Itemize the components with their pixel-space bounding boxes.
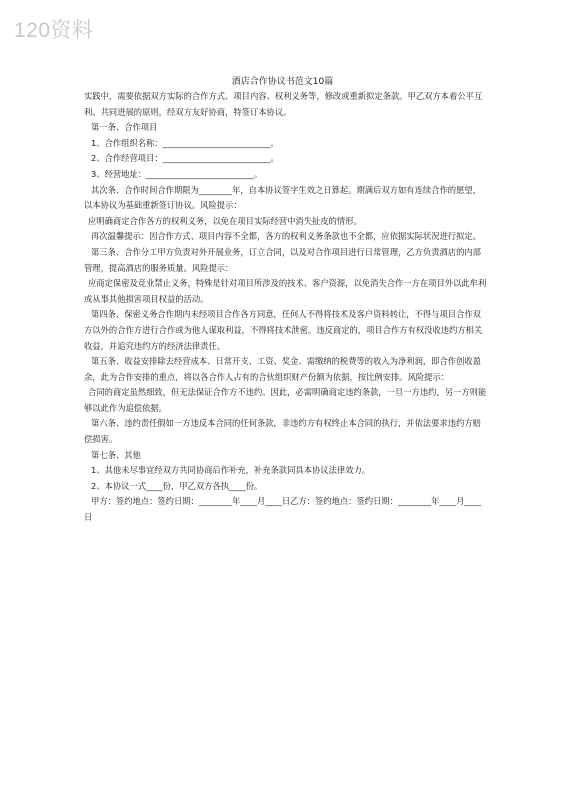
document-body <box>84 89 488 526</box>
article-6: 第六条、违约责任假如一方违反本合同的任何条款，非违约方有权终止本合同的执行，并依法要求违约方赔偿损害。 <box>84 418 481 445</box>
article-4: 第四条、保密义务合作期内未经项目合作各方同意，任何人不得将技术及客户资料转让，不得与项目合作双方以外的合作方进行合作或为他人谋取利益，不得将技术泄密。违反商定的，项目合作方有权没收违约方相关收益，并追究违约方的经济法律责任。 <box>84 309 483 351</box>
risk-note-2: 应商定保密及竞业禁止义务，特殊是针对项目所涉及的技术、客户资源，以免消失合作一方在项目外以此牟利或从事其他损害项目权益的活动。 <box>84 278 487 304</box>
document-title: 酒店合作协议书范文10篇 <box>231 77 334 87</box>
article-5: 第五条、收益安排除去经营成本、日常开支、工资、奖金、需缴纳的税费等的收入为净利润，即合作创收盈余，此为合作安排的重点，将以各合作人占有的合伙组织财产份额为依据，按比例安排。风险提示： <box>84 356 481 382</box>
watermark-logo: 120资料 <box>14 19 94 42</box>
item-org-name: 1、合作组织名称：__________________________。 <box>91 137 279 148</box>
article-3: 第三条、合作分工甲方负责对外开展业务，订立合同，以及对合作项目进行日常管理，乙方负责酒店的内部管理，提高酒店的服务质量。风险提示： <box>84 246 481 273</box>
reminder: 再次温馨提示：因合作方式、项目内容不全都，各方的权利义务条款也不全都，应依据实际状况进行拟定。 <box>91 231 481 242</box>
article-7-item-1: 1、其他未尽事宜经双方共同协商后作补充，补充条款同具本协议法律效力。 <box>91 465 371 476</box>
item-address: 3、经营地址：__________________________。 <box>91 168 263 179</box>
paragraph-intro: 实践中，需要依据双方实际的合作方式、项目内容、权利义务等，修改或重新拟定条款。甲乙双方本着公平互利、共同进展的原则，经双方友好协商，特签订本协议。 <box>84 91 483 117</box>
signature-line: 甲方：签约地点：签约日期：________年____月____日乙方：签约地点：签约日期：________年____月____日 <box>84 496 481 523</box>
article-1-heading: 第一条、合作项目 <box>91 122 158 133</box>
risk-note-1: 应明确商定合作各方的权利义务，以免在项目实际经营中消失扯皮的情形。 <box>88 215 362 226</box>
article-2: 其次条、合作时间合作期限为________年，自本协议签字生效之日算起。期满后双方如有连续合作的愿望，以本协议为基础重新签订协议。风险提示： <box>84 184 481 211</box>
risk-note-3: 合同的商定虽然细致，但无法保证合作方不违约。因此，必需明确商定违约条款，一旦一方违约，另一方则能够以此作为追偿依据。 <box>84 387 487 413</box>
article-7-item-2: 2、本协议一式____份，甲乙双方各执____份。 <box>91 480 263 491</box>
article-7-heading: 第七条、其他 <box>91 449 141 460</box>
item-business-project: 2、合作经营项目：__________________________。 <box>91 153 279 164</box>
